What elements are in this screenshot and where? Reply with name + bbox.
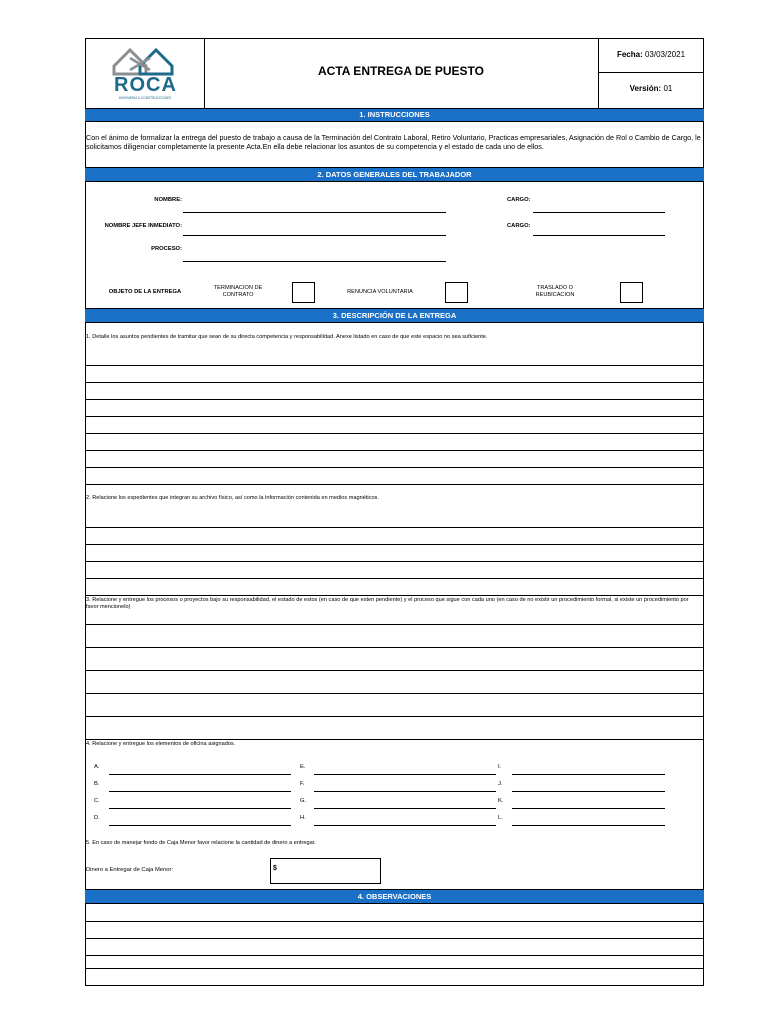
item-k-field[interactable] bbox=[512, 808, 665, 809]
item-h-field[interactable] bbox=[314, 825, 496, 826]
option-renuncia-checkbox[interactable] bbox=[445, 282, 468, 303]
item-b-label: B. bbox=[94, 781, 100, 787]
dinero-field[interactable] bbox=[270, 858, 381, 884]
row-line bbox=[85, 433, 704, 434]
item-j-field[interactable] bbox=[512, 791, 665, 792]
question-4: 4. Relacione y entregue los elementos de oficina asignados. bbox=[86, 741, 236, 747]
item-c-label: C. bbox=[94, 798, 100, 804]
item-a-label: A. bbox=[94, 764, 100, 770]
option-terminacion-checkbox[interactable] bbox=[292, 282, 315, 303]
question-1: 1. Detalle los asuntos pendientes de tramitar que sean de su directa competencia y responsabilidad. Anexe listado en caso de que este espacio no sea suficiente. bbox=[86, 334, 488, 340]
company-logo bbox=[100, 40, 190, 104]
item-e-label: E. bbox=[300, 764, 306, 770]
fecha-value: 03/03/2021 bbox=[644, 50, 686, 59]
row-line bbox=[85, 527, 704, 528]
instructions-text: Con el ánimo de formalizar la entrega del puesto de trabajo a causa de la Terminación del Contrato Laboral, Retiro Voluntario, Practicas empresariales, Asignación de Rol o Cambio de Cargo, le solicitamos diligenciar completamente la presente Acta.En ella debe relacionar los asuntos de su competencia y el estado de cada uno de ellos. bbox=[86, 133, 701, 151]
question-3: 3. Relacione y entregue los procesos o proyectos bajo su responsabilidad, el estado de estos (en caso de que esten pendiente) y el proceso que sigue con cada uno (en caso de no existir un procedimiento formal, si existe un procedimiento por favor mencionelo) bbox=[86, 597, 689, 610]
proceso-label: PROCESO: bbox=[151, 246, 182, 252]
row-line bbox=[85, 578, 704, 579]
item-l-field[interactable] bbox=[512, 825, 665, 826]
logo-wordmark: ROCA bbox=[114, 74, 177, 96]
row-line bbox=[85, 399, 704, 400]
item-k-label: K. bbox=[498, 798, 504, 804]
item-h-label: H. bbox=[300, 815, 306, 821]
item-g-label: G. bbox=[300, 798, 307, 804]
row-line bbox=[85, 716, 704, 717]
item-l-label: L. bbox=[498, 815, 503, 821]
divider bbox=[598, 72, 704, 73]
row-line bbox=[85, 647, 704, 648]
row-line bbox=[85, 670, 704, 671]
row-line bbox=[85, 595, 704, 596]
item-b-field[interactable] bbox=[109, 791, 291, 792]
row-line bbox=[85, 624, 704, 625]
section-observaciones-header: 4. OBSERVACIONES bbox=[85, 889, 704, 904]
version-value: 01 bbox=[663, 84, 673, 93]
fecha-label: Fecha: bbox=[616, 50, 643, 59]
row-line bbox=[85, 416, 704, 417]
currency-symbol: $ bbox=[273, 865, 277, 872]
row-line bbox=[85, 382, 704, 383]
objeto-label: OBJETO DE LA ENTREGA bbox=[108, 289, 182, 295]
item-c-field[interactable] bbox=[109, 808, 291, 809]
option-traslado-checkbox[interactable] bbox=[620, 282, 643, 303]
option-terminacion-label: TERMINACION DE CONTRATO bbox=[213, 285, 263, 298]
item-d-field[interactable] bbox=[109, 825, 291, 826]
version-label: Versión: bbox=[629, 84, 662, 93]
row-line bbox=[85, 467, 704, 468]
cargo-jefe-field[interactable] bbox=[533, 235, 665, 236]
item-i-label: I. bbox=[498, 764, 502, 770]
question-2: 2. Relacione los expedientes que integran su archivo físico, así como la información contenida en medios magnéticos. bbox=[86, 495, 379, 501]
row-line bbox=[85, 484, 704, 485]
question-5: 5. En caso de manejar fondo de Caja Menor favor relacione la cantidad de dinero a entregar. bbox=[86, 840, 316, 846]
row-line bbox=[85, 561, 704, 562]
section-datos-header: 2. DATOS GENERALES DEL TRABAJADOR bbox=[85, 167, 704, 182]
item-i-field[interactable] bbox=[512, 774, 665, 775]
row-line bbox=[85, 955, 704, 956]
item-f-field[interactable] bbox=[314, 791, 496, 792]
divider bbox=[598, 38, 599, 108]
row-line bbox=[85, 365, 704, 366]
fecha-field bbox=[598, 50, 704, 59]
row-line bbox=[85, 968, 704, 969]
item-d-label: D. bbox=[94, 815, 100, 821]
dinero-label: Dinero a Entregar de Caja Menor: bbox=[86, 867, 173, 873]
option-renuncia-label: RENUNCIA VOLUNTARIA bbox=[347, 289, 413, 295]
option-traslado-label: TRASLADO O REUBICACION bbox=[535, 285, 575, 298]
jefe-label: NOMBRE JEFE INMEDIATO: bbox=[104, 223, 182, 229]
section-instrucciones-header: 1. INSTRUCCIONES bbox=[85, 108, 704, 122]
version-field bbox=[598, 84, 704, 93]
jefe-field[interactable] bbox=[183, 235, 446, 236]
nombre-label: NOMBRE: bbox=[154, 197, 182, 203]
logo-tagline: INGENIERIA & CONSTRUCCIONES bbox=[118, 96, 172, 100]
item-g-field[interactable] bbox=[314, 808, 496, 809]
row-line bbox=[85, 544, 704, 545]
item-j-label: J. bbox=[498, 781, 503, 787]
item-e-field[interactable] bbox=[314, 774, 496, 775]
cargo-jefe-label: CARGO: bbox=[507, 223, 531, 229]
row-line bbox=[85, 450, 704, 451]
row-line bbox=[85, 921, 704, 922]
document-title: ACTA ENTREGA DE PUESTO bbox=[317, 64, 484, 78]
section-descripcion-header: 3. DESCRIPCIÓN DE LA ENTREGA bbox=[85, 308, 704, 323]
nombre-field[interactable] bbox=[183, 212, 446, 213]
item-f-label: F. bbox=[300, 781, 305, 787]
row-line bbox=[85, 739, 704, 740]
item-a-field[interactable] bbox=[109, 774, 291, 775]
cargo-label: CARGO: bbox=[507, 197, 531, 203]
proceso-field[interactable] bbox=[183, 261, 446, 262]
row-line bbox=[85, 693, 704, 694]
cargo-field[interactable] bbox=[533, 212, 665, 213]
row-line bbox=[85, 938, 704, 939]
